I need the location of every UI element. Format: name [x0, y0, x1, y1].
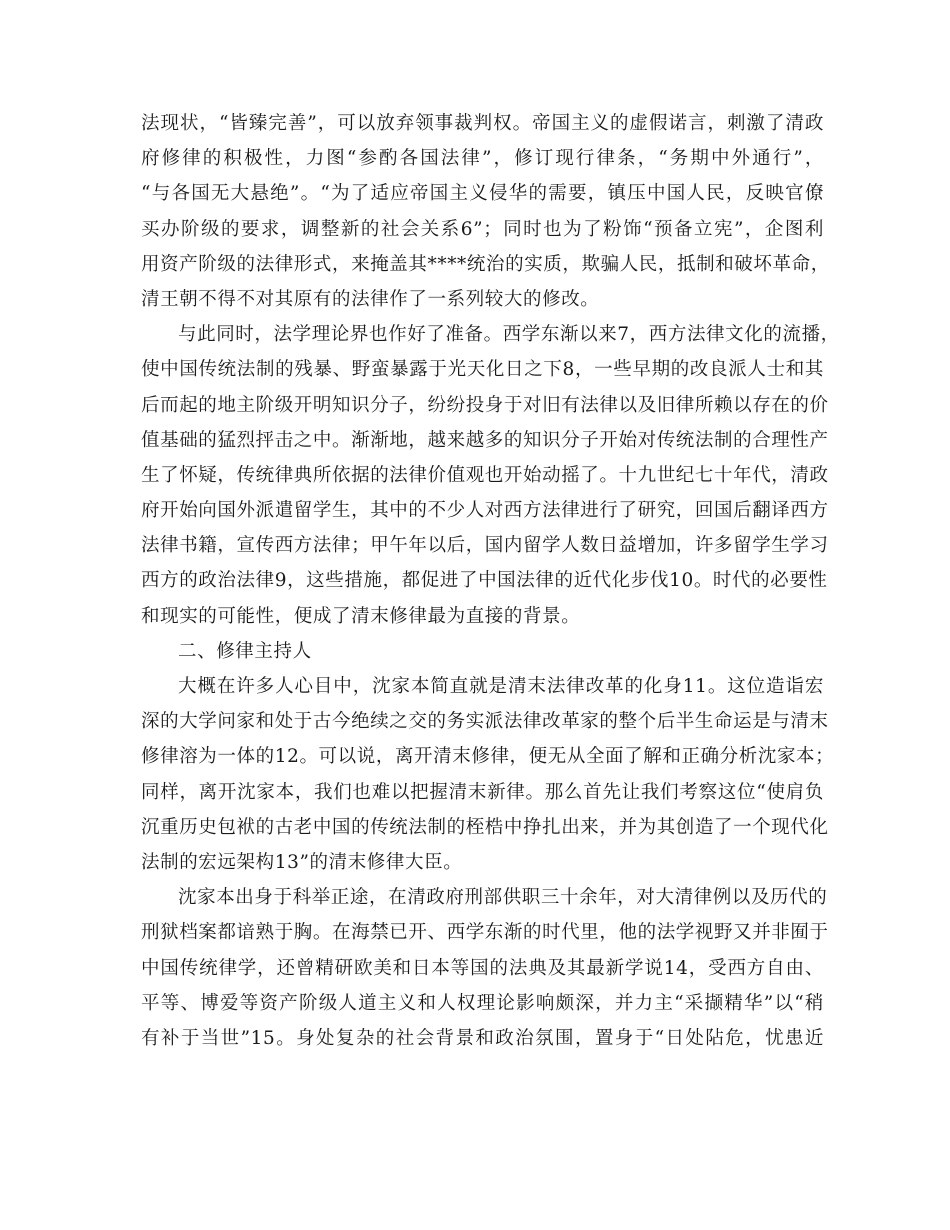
text-line: 平等、博爱等资产阶级人道主义和人权理论影响颇深，并力主“采撷精华”以“稍	[141, 992, 824, 1014]
text-line: 中国传统律学，还曾精研欧美和日本等国的法典及其最新学说14，受西方自由、	[141, 957, 824, 979]
text-line: 法制的宏远架构13”的清末修律大臣。	[141, 851, 463, 873]
text-line: 有补于当世”15。身处复杂的社会背景和政治氛围，置身于“日处阽危，忧患近	[141, 1027, 824, 1049]
text-line: 买办阶级的要求，调整新的社会关系6”；同时也为了粉饰“预备立宪”，企图利	[141, 218, 824, 240]
text-line: 深的大学问家和处于古今绝续之交的务实派法律改革家的整个后半生命运是与清末	[141, 711, 829, 733]
text-line: 法现状，“皆臻完善”，可以放弃领事裁判权。帝国主义的虚假诺言，刺激了清政	[141, 113, 824, 134]
text-line: “与各国无大悬绝”。“为了适应帝国主义侵华的需要，镇压中国人民，反映官僚	[141, 183, 824, 205]
text-line: 府修律的积极性，力图“参酌各国法律”，修订现行律条，“务期中外通行”，	[141, 148, 824, 170]
text-line: 大概在许多人心目中，沈家本简直就是清末法律改革的化身11。这位造诣宏	[178, 676, 824, 697]
text-line: 刑狱档案都谙熟于胸。在海禁已开、西学东渐的时代里，他的法学视野又并非囿于	[141, 922, 829, 944]
text-line: 府开始向国外派遣留学生，其中的不少人对西方法律进行了研究，回国后翻译西方	[141, 500, 829, 522]
text-line: 沉重历史包袱的古老中国的传统法制的桎梏中挣扎出来，并为其创造了一个现代化	[141, 816, 829, 838]
text-line: 西方的政治法律9，这些措施，都促进了中国法律的近代化步伐10。时代的必要性	[141, 570, 828, 592]
text-line: 用资产阶级的法律形式，来掩盖其****统治的实质，欺骗人民，抵制和破坏革命，	[141, 253, 830, 275]
text-line: 和现实的可能性，便成了清末修律最为直接的背景。	[141, 605, 581, 627]
section-heading: 二、修律主持人	[178, 640, 312, 662]
text-line: 沈家本出身于科举正途，在清政府刑部供职三十余年，对大清律例以及历代的	[178, 887, 828, 909]
text-line: 清王朝不得不对其原有的法律作了一系列较大的修改。	[141, 288, 600, 310]
text-line: 生了怀疑，传统律典所依据的法律价值观也开始动摇了。十九世纪七十年代，清政	[141, 464, 829, 486]
text-line: 同样，离开沈家本，我们也难以把握清末新律。那么首先让我们考察这位“使肩负	[141, 781, 824, 803]
text-line: 修律溶为一体的12。可以说，离开清末修律，便无从全面了解和正确分析沈家本；	[141, 746, 835, 768]
text-line: 后而起的地主阶级开明知识分子，纷纷投身于对旧有法律以及旧律所赖以存在的价	[141, 394, 829, 416]
text-line: 使中国传统法制的残暴、野蛮暴露于光天化日之下8，一些早期的改良派人士和其	[141, 359, 824, 381]
document-body	[141, 106, 840, 1056]
text-line: 值基础的猛烈抨击之中。渐渐地，越来越多的知识分子开始对传统法制的合理性产	[141, 429, 829, 451]
text-line: 法律书籍，宣传西方法律；甲午年以后，国内留学人数日益增加，许多留学生学习	[141, 535, 829, 557]
text-line: 与此同时，法学理论界也作好了准备。西学东渐以来7，西方法律文化的流播，	[178, 324, 840, 346]
